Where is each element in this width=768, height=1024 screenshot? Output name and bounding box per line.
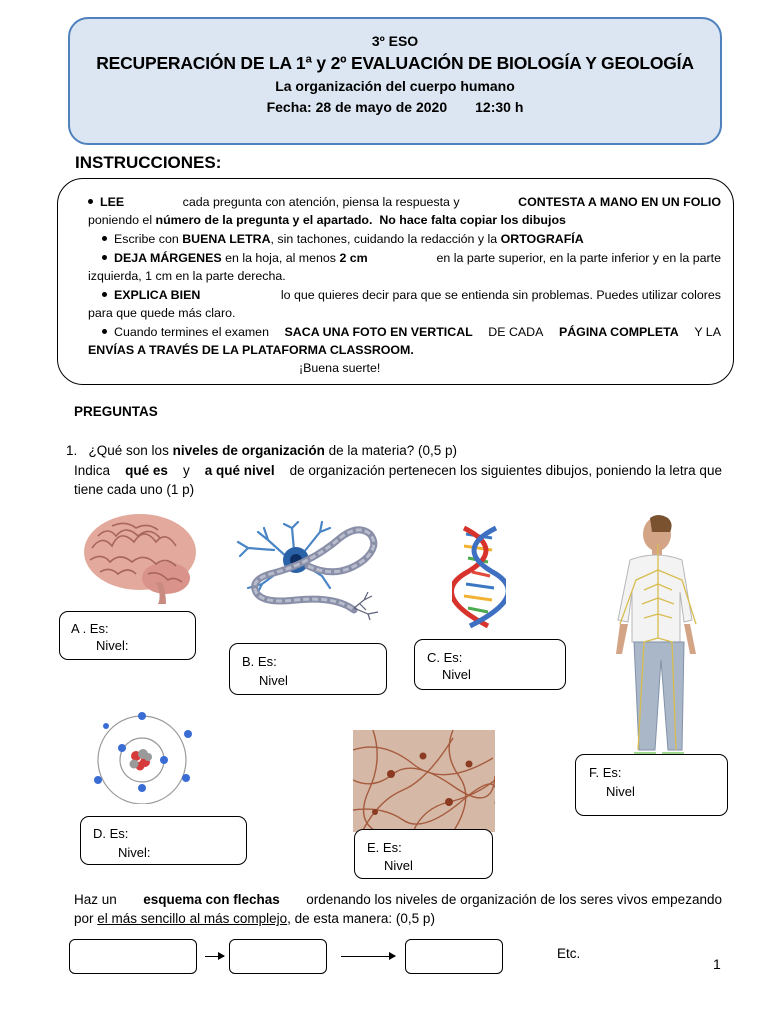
bullet-icon <box>102 255 107 260</box>
instruction-4-cont: para que quede más claro. <box>88 306 236 320</box>
arrow-2-icon <box>341 956 395 957</box>
arrow-1-icon <box>205 956 224 957</box>
dna-image <box>452 524 506 628</box>
answer-box-e[interactable] <box>354 829 493 879</box>
answer-box-a[interactable] <box>59 611 196 660</box>
brain-image <box>78 508 202 606</box>
answer-box-b[interactable] <box>229 643 387 695</box>
chain-box-3[interactable] <box>405 939 503 974</box>
exam-title: RECUPERACIÓN DE LA 1ª y 2º EVALUACIÓN DE BIOLOGÍA Y GEOLOGÍA <box>96 53 694 73</box>
answer-box-d[interactable] <box>80 816 247 865</box>
human-body-image <box>612 514 708 762</box>
bullet-icon <box>102 329 107 334</box>
question-1-line-1: 1. ¿Qué son los niveles de organización de la materia? (0,5 p) <box>66 443 457 458</box>
answer-e-nivel: Nivel <box>384 858 413 873</box>
neuron-image <box>232 520 384 622</box>
answer-d-nivel: Nivel: <box>118 845 151 860</box>
chain-box-1[interactable] <box>69 939 197 974</box>
instruction-4: EXPLICA BIEN lo que quieres decir para que se entienda sin problemas. Puedes utilizar colores <box>102 287 721 303</box>
instruction-5-cont: ENVÍAS A TRAVÉS DE LA PLATAFORMA CLASSROOM. <box>88 343 414 357</box>
questions-title: PREGUNTAS <box>74 404 158 419</box>
question-2-line-2: por el más sencillo al más complejo, de esta manera: (0,5 p) <box>74 911 435 926</box>
bullet-icon <box>102 292 107 297</box>
chain-box-2[interactable] <box>229 939 327 974</box>
question-1-line-2: Indica qué es y a qué nivel de organización pertenecen los siguientes dibujos, poniendo la letra que <box>74 463 722 478</box>
answer-f-nivel: Nivel <box>606 784 635 799</box>
bullet-icon <box>102 236 107 241</box>
atom-image <box>90 712 194 804</box>
etc-label: Etc. <box>557 946 581 961</box>
answer-b-es: B. Es: <box>242 654 277 669</box>
instruction-1: LEE cada pregunta con atención, piensa la respuesta y CONTESTA A MANO EN UN FOLIO <box>88 194 721 210</box>
header-box <box>68 17 722 145</box>
answer-e-es: E. Es: <box>367 840 402 855</box>
course-label: 3º ESO <box>371 33 419 49</box>
tissue-image <box>353 730 495 832</box>
question-2-line-1: Haz un esquema con flechas ordenando los niveles de organización de los seres vivos empezando <box>74 892 722 907</box>
instruction-3: DEJA MÁRGENES en la hoja, al menos 2 cm en la parte superior, en la parte inferior y en la parte <box>102 250 721 266</box>
page-number: 1 <box>713 956 721 972</box>
answer-c-nivel: Nivel <box>442 667 471 682</box>
bullet-icon <box>88 199 93 204</box>
answer-a-es: A . Es: <box>71 621 109 636</box>
question-1-line-3: tiene cada uno (1 p) <box>74 482 195 497</box>
answer-box-c[interactable] <box>414 639 566 690</box>
answer-c-es: C. Es: <box>427 650 463 665</box>
exam-time: 12:30 h <box>475 99 524 115</box>
exam-subtitle: La organización del cuerpo humano <box>275 78 515 94</box>
answer-b-nivel: Nivel <box>259 673 288 688</box>
instruction-1-cont: poniendo el número de la pregunta y el apartado. No hace falta copiar los dibujos <box>88 213 566 227</box>
exam-date-line <box>70 99 720 115</box>
instruction-2: Escribe con BUENA LETRA, sin tachones, cuidando la redacción y la ORTOGRAFÍA <box>102 231 584 247</box>
instructions-title: INSTRUCCIONES: <box>75 153 222 172</box>
instructions-box <box>57 178 734 385</box>
answer-d-es: D. Es: <box>93 826 129 841</box>
instruction-5: Cuando termines el examen SACA UNA FOTO EN VERTICAL DE CADA PÁGINA COMPLETA Y LA <box>102 324 721 340</box>
instruction-3-cont: izquierda, 1 cm en la parte derecha. <box>88 269 286 283</box>
exam-date: Fecha: 28 de mayo de 2020 <box>266 99 448 115</box>
answer-box-f[interactable] <box>575 754 728 816</box>
good-luck-text: ¡Buena suerte! <box>299 361 381 375</box>
answer-f-es: F. Es: <box>589 765 622 780</box>
answer-a-nivel: Nivel: <box>96 638 129 653</box>
